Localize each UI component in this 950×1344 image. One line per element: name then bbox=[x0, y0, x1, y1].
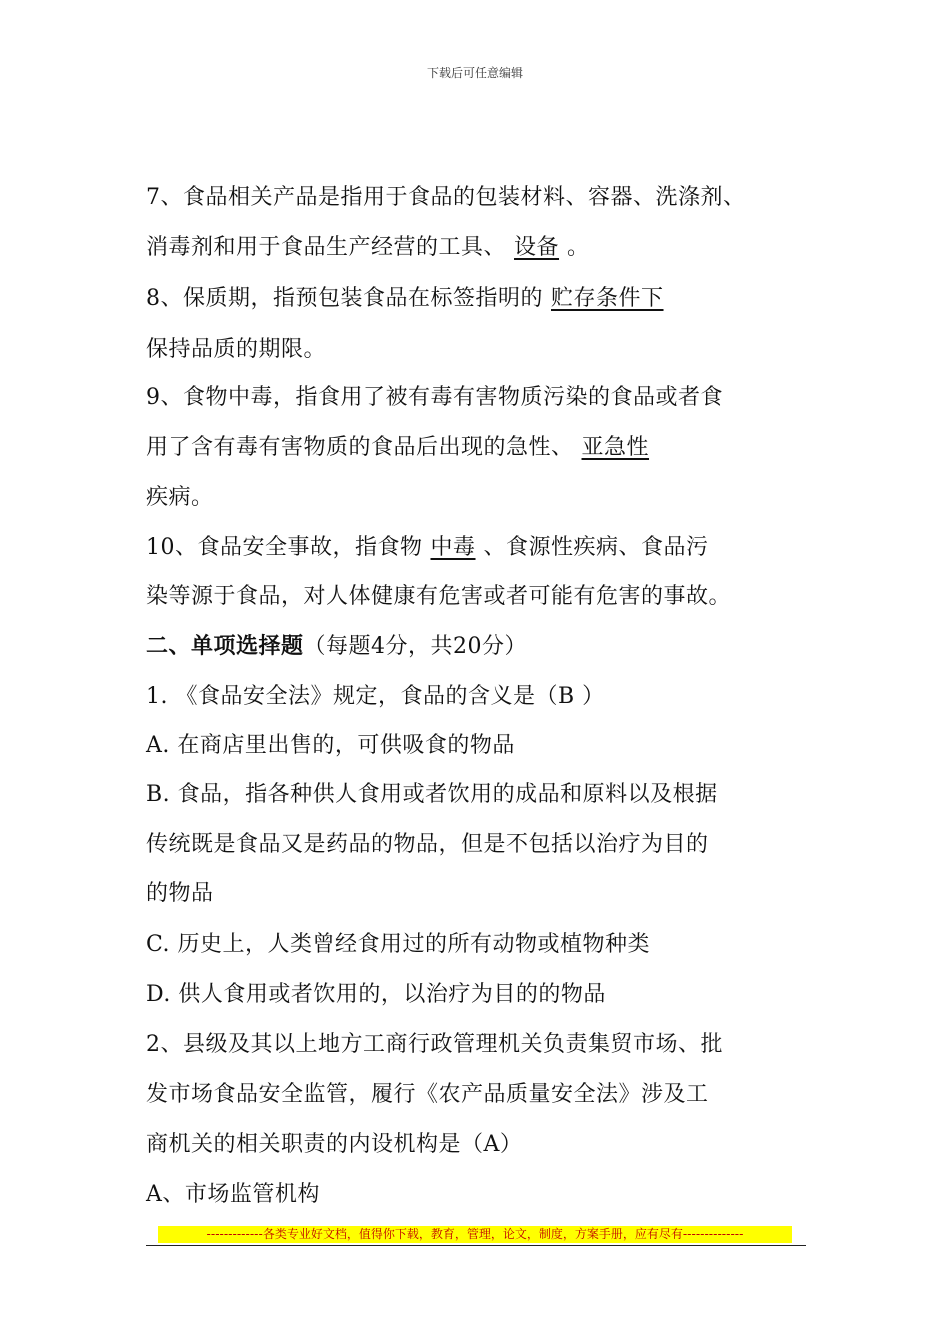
text-line: 疾病。 bbox=[146, 485, 214, 510]
text-line: 10、食品安全事故，指食物 中毒 、食源性疾病、食品污 bbox=[146, 535, 709, 560]
section-heading bbox=[146, 632, 810, 662]
page-header: 下载后可任意编辑 bbox=[426, 66, 523, 80]
footer-banner: -------------各类专业好文档，值得你下载，教育，管理，论文，制度，方案手册，应有尽有-------------- bbox=[158, 1226, 792, 1243]
text-line: 消毒剂和用于食品生产经营的工具、 设备 。 bbox=[146, 235, 590, 260]
answer-blank: 中毒 bbox=[430, 535, 476, 560]
option-line: D. 供人食用或者饮用的，以治疗为目的的物品 bbox=[146, 982, 606, 1007]
option-line: B. 食品，指各种供人食用或者饮用的成品和原料以及根据 bbox=[146, 782, 718, 807]
section-title: 二、单项选择题 bbox=[146, 634, 304, 659]
answer-blank: 贮存条件下 bbox=[551, 286, 664, 311]
text-line: 保持品质的期限。 bbox=[146, 337, 327, 362]
text-line: 用了含有毒有害物质的食品后出现的急性、 亚急性 bbox=[146, 433, 810, 463]
question-line: 商机关的相关职责的内设机构是（A） bbox=[146, 1132, 523, 1157]
option-line: C. 历史上，人类曾经食用过的所有动物或植物种类 bbox=[146, 932, 651, 957]
footer-divider bbox=[146, 1245, 806, 1246]
section-note: （每题4分，共20分） bbox=[303, 634, 528, 659]
answer-blank: 设备 bbox=[514, 235, 560, 260]
text-line: 9、食物中毒，指食用了被有毒有害物质污染的食品或者食 bbox=[146, 385, 723, 410]
question-line: 2、县级及其以上地方工商行政管理机关负责集贸市场、批 bbox=[146, 1032, 723, 1057]
option-line: A. 在商店里出售的，可供吸食的物品 bbox=[146, 733, 515, 758]
question-line: 1. 《食品安全法》规定，食品的含义是（B ） bbox=[146, 684, 605, 709]
option-line: 传统既是食品又是药品的物品，但是不包括以治疗为目的 bbox=[146, 832, 709, 857]
answer-blank: 亚急性 bbox=[581, 435, 650, 460]
question-line: 发市场食品安全监管，履行《农产品质量安全法》涉及工 bbox=[146, 1082, 709, 1107]
text-line: 8、保质期，指预包装食品在标签指明的 贮存条件下 bbox=[146, 284, 810, 314]
text-line: 染等源于食品，对人体健康有危害或者可能有危害的事故。 bbox=[146, 584, 732, 609]
option-line: 的物品 bbox=[146, 881, 214, 906]
text-line: 7、食品相关产品是指用于食品的包装材料、容器、洗涤剂、 bbox=[146, 185, 746, 210]
option-line: A、市场监管机构 bbox=[146, 1182, 320, 1207]
